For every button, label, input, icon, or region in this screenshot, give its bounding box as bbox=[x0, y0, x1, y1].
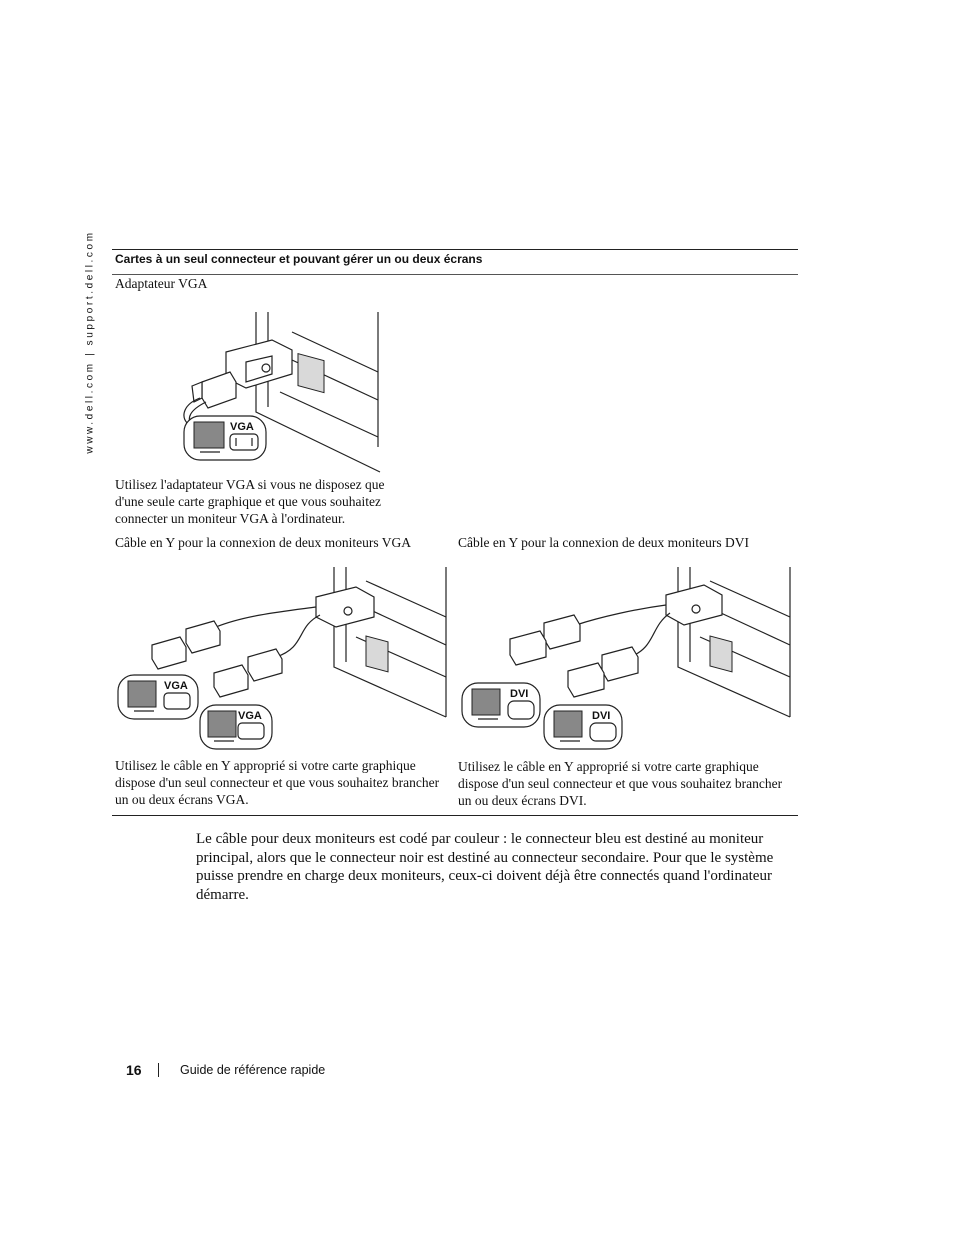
cell-label-vga-adapter: Adaptateur VGA bbox=[115, 276, 208, 291]
table-header-rule bbox=[112, 274, 798, 275]
side-url: www.dell.com | support.dell.com bbox=[84, 230, 96, 454]
table-title: Cartes à un seul connecteur et pouvant gérer un ou deux écrans bbox=[115, 252, 483, 266]
page-number: 16 bbox=[126, 1062, 142, 1078]
vga-badge-3: VGA bbox=[238, 710, 262, 722]
dvi-badge-2: DVI bbox=[592, 710, 611, 722]
footer-separator bbox=[158, 1063, 159, 1077]
dvi-y-cable-illustration bbox=[460, 567, 794, 753]
vga-badge-2: VGA bbox=[164, 680, 188, 692]
cell-text-vga-adapter: Utilisez l'adaptateur VGA si vous ne disposez que d'une seule carte graphique et que vous souhaitez connecter un moniteur VGA à l'ordinateur. bbox=[115, 477, 385, 526]
vga-badge-1: VGA bbox=[230, 421, 254, 433]
cell-label-dvi-y-cable: Câble en Y pour la connexion de deux moniteurs DVI bbox=[458, 535, 750, 550]
cell-text-vga-y-cable: Utilisez le câble en Y approprié si votre carte graphique dispose d'un seul connecteur et que vous souhaitez brancher un ou deux écrans VGA. bbox=[115, 758, 440, 807]
table-bottom-rule bbox=[112, 815, 798, 816]
vga-adapter-illustration bbox=[180, 312, 380, 472]
dvi-badge-1: DVI bbox=[510, 688, 529, 700]
footer-title: Guide de référence rapide bbox=[180, 1063, 326, 1077]
vga-y-cable-illustration bbox=[116, 567, 450, 753]
table-top-rule bbox=[112, 249, 798, 250]
cell-text-dvi-y-cable: Utilisez le câble en Y approprié si votre carte graphique dispose d'un seul connecteur et que vous souhaitez brancher un ou deux écrans DVI. bbox=[458, 759, 783, 808]
cell-label-vga-y-cable: Câble en Y pour la connexion de deux moniteurs VGA bbox=[115, 535, 412, 550]
body-paragraph: Le câble pour deux moniteurs est codé par couleur : le connecteur bleu est destiné au moniteur principal, alors que le connecteur noir est destiné au connecteur secondaire. Pour que le système puisse prendre en charge deux moniteurs, ceux-ci doivent déjà être connectés quand l'ordinateur démarre. bbox=[196, 831, 774, 903]
